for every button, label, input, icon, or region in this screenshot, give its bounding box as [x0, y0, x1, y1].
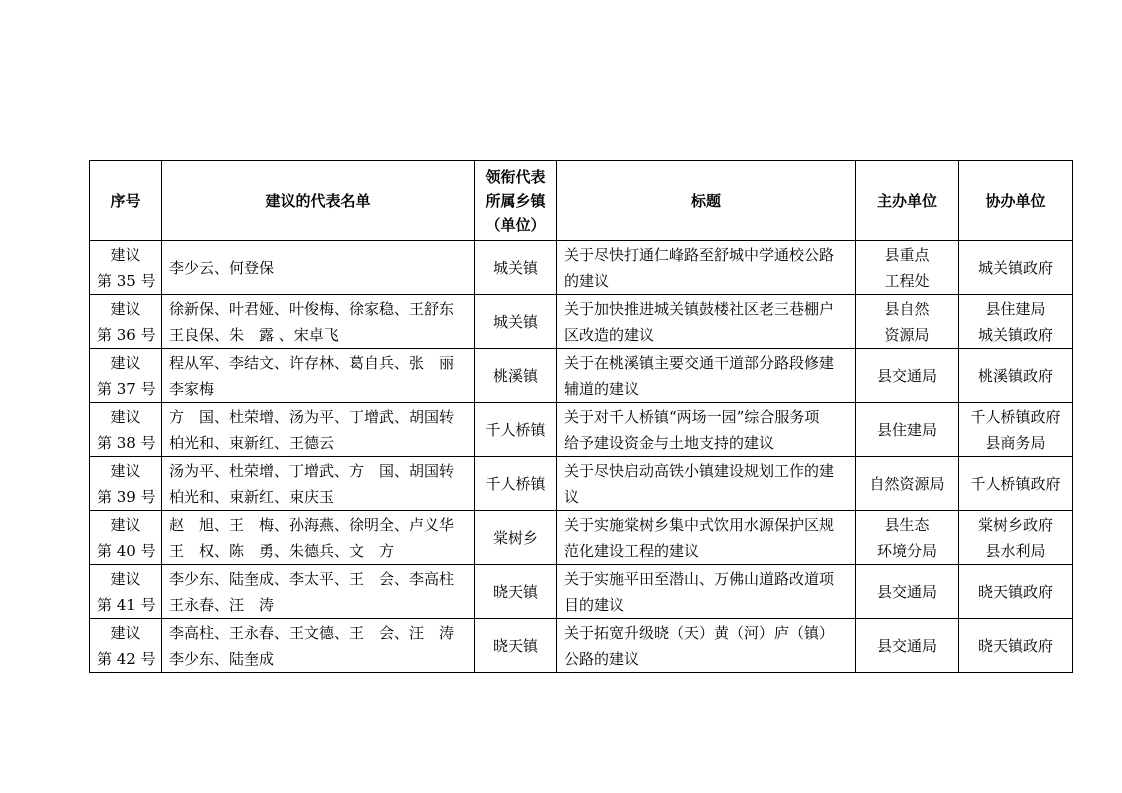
cell-assist: [959, 511, 1073, 565]
names-line1: 李少东、陆奎成、李太平、王 会、李高柱: [169, 569, 455, 588]
seq-line1: 建议: [110, 623, 141, 642]
cell-assist: [959, 241, 1073, 295]
seq-line2: 第 38 号: [97, 433, 156, 452]
town-text: 千人桥镇: [485, 474, 546, 493]
cell-seq: [90, 295, 162, 349]
cell-names: [162, 511, 475, 565]
cell-host: [856, 349, 959, 403]
table-row: [90, 457, 1073, 511]
cell-title: [557, 565, 856, 619]
host-line1: 县住建局: [876, 420, 937, 439]
names-line1: 徐新保、叶君娅、叶俊梅、徐家稳、王舒东: [169, 299, 455, 318]
cell-town: [475, 295, 557, 349]
names-line1: 李高柱、王永春、王文德、王 会、汪 涛: [169, 623, 455, 642]
table-row: [90, 349, 1073, 403]
host-line2: 资源局: [884, 325, 930, 344]
table-body: [90, 241, 1073, 673]
names-line2: 王良保、朱 露 、宋卓飞: [169, 325, 339, 344]
assist-line2: 县水利局: [985, 541, 1046, 560]
town-text: 晓天镇: [492, 636, 538, 655]
seq-line2: 第 41 号: [97, 595, 156, 614]
cell-names: [162, 403, 475, 457]
cell-assist: [959, 457, 1073, 511]
assist-line2: 县商务局: [985, 433, 1046, 452]
header-host: 主办单位: [856, 161, 959, 241]
cell-town: [475, 511, 557, 565]
cell-names: [162, 619, 475, 673]
title-line2: 议: [564, 487, 580, 506]
title-line1: 关于尽快启动高铁小镇建设规划工作的建: [564, 461, 835, 480]
cell-seq: [90, 241, 162, 295]
cell-seq: [90, 403, 162, 457]
seq-line1: 建议: [110, 353, 141, 372]
cell-seq: [90, 619, 162, 673]
header-assist: 协办单位: [959, 161, 1073, 241]
cell-town: [475, 619, 557, 673]
cell-town: [475, 565, 557, 619]
cell-host: [856, 619, 959, 673]
assist-line1: 棠树乡政府: [977, 515, 1053, 534]
cell-title: [557, 457, 856, 511]
title-line1: 关于实施棠树乡集中式饮用水源保护区规: [564, 515, 835, 534]
town-text: 晓天镇: [492, 582, 538, 601]
assist-line1: 县住建局: [985, 299, 1046, 318]
cell-town: [475, 403, 557, 457]
seq-line1: 建议: [110, 569, 141, 588]
header-title: 标题: [557, 161, 856, 241]
seq-line2: 第 36 号: [97, 325, 156, 344]
cell-title: [557, 241, 856, 295]
cell-names: [162, 295, 475, 349]
table-row: [90, 619, 1073, 673]
title-line1: 关于拓宽升级晓（天）黄（河）庐（镇）: [564, 623, 835, 642]
town-text: 桃溪镇: [492, 366, 538, 385]
header-town: [475, 161, 557, 241]
cell-seq: [90, 349, 162, 403]
title-line1: 关于实施平田至潜山、万佛山道路改道项: [564, 569, 835, 588]
cell-host: [856, 565, 959, 619]
cell-seq: [90, 457, 162, 511]
seq-line2: 第 42 号: [97, 649, 156, 668]
names-line1: 汤为平、杜荣增、丁增武、方 国、胡国转: [169, 461, 455, 480]
cell-assist: [959, 619, 1073, 673]
names-line2: 柏光和、束新红、束庆玉: [169, 487, 335, 506]
cell-town: [475, 241, 557, 295]
host-line2: 工程处: [884, 271, 930, 290]
seq-line1: 建议: [110, 461, 141, 480]
table-row: [90, 511, 1073, 565]
table-row: [90, 403, 1073, 457]
title-line1: 关于尽快打通仁峰路至舒城中学通校公路: [564, 245, 835, 264]
cell-title: [557, 295, 856, 349]
cell-assist: [959, 403, 1073, 457]
town-text: 城关镇: [492, 258, 538, 277]
table-row: [90, 241, 1073, 295]
title-line1: 关于在桃溪镇主要交通干道部分路段修建: [564, 353, 835, 372]
cell-names: [162, 349, 475, 403]
names-line2: 王永春、汪 涛: [169, 595, 275, 614]
cell-assist: [959, 565, 1073, 619]
names-line1: 程从军、李结文、许存林、葛自兵、张 丽: [169, 353, 455, 372]
assist-line1: 晓天镇政府: [977, 582, 1053, 601]
seq-line2: 第 37 号: [97, 379, 156, 398]
seq-line2: 第 40 号: [97, 541, 156, 560]
host-line1: 县自然: [884, 299, 930, 318]
names-line1: 方 国、杜荣增、汤为平、丁增武、胡国转: [169, 407, 455, 426]
cell-assist: [959, 349, 1073, 403]
cell-town: [475, 349, 557, 403]
cell-seq: [90, 511, 162, 565]
cell-seq: [90, 565, 162, 619]
host-line1: 县重点: [884, 245, 930, 264]
cell-title: [557, 511, 856, 565]
title-line1: 关于加快推进城关镇鼓楼社区老三巷棚户: [564, 299, 835, 318]
assist-line1: 桃溪镇政府: [977, 366, 1053, 385]
title-line2: 的建议: [564, 271, 610, 290]
cell-title: [557, 619, 856, 673]
names-line2: 柏光和、束新红、王德云: [169, 433, 335, 452]
cell-host: [856, 241, 959, 295]
assist-line1: 晓天镇政府: [977, 636, 1053, 655]
title-line2: 区改造的建议: [564, 325, 655, 344]
header-town-line3: （单位）: [485, 215, 546, 234]
header-names: 建议的代表名单: [162, 161, 475, 241]
assist-line1: 千人桥镇政府: [970, 474, 1061, 493]
town-text: 千人桥镇: [485, 420, 546, 439]
cell-title: [557, 349, 856, 403]
title-line2: 范化建设工程的建议: [564, 541, 700, 560]
header-town-line1: 领衔代表: [485, 167, 546, 186]
names-line2: 李少东、陆奎成: [169, 649, 275, 668]
title-line2: 公路的建议: [564, 649, 640, 668]
names-line2: 王 权、陈 勇、朱德兵、文 方: [169, 541, 395, 560]
host-line1: 县交通局: [876, 636, 937, 655]
host-line1: 自然资源局: [869, 474, 945, 493]
title-line2: 目的建议: [564, 595, 625, 614]
header-seq: 序号: [90, 161, 162, 241]
cell-host: [856, 295, 959, 349]
seq-line2: 第 35 号: [97, 271, 156, 290]
title-line2: 给予建设资金与土地支持的建议: [564, 433, 775, 452]
seq-line1: 建议: [110, 515, 141, 534]
cell-names: [162, 241, 475, 295]
host-line1: 县生态: [884, 515, 930, 534]
host-line2: 环境分局: [876, 541, 937, 560]
host-line1: 县交通局: [876, 366, 937, 385]
title-line1: 关于对千人桥镇“两场一园”综合服务项: [564, 407, 820, 426]
assist-line1: 千人桥镇政府: [970, 407, 1061, 426]
seq-line1: 建议: [110, 407, 141, 426]
cell-title: [557, 403, 856, 457]
seq-line1: 建议: [110, 245, 141, 264]
proposals-table: [89, 160, 1073, 673]
seq-line1: 建议: [110, 299, 141, 318]
names-line1: 李少云、何登保: [169, 258, 275, 277]
cell-names: [162, 457, 475, 511]
seq-line2: 第 39 号: [97, 487, 156, 506]
cell-host: [856, 457, 959, 511]
assist-line1: 城关镇政府: [977, 258, 1053, 277]
town-text: 城关镇: [492, 312, 538, 331]
header-town-line2: 所属乡镇: [485, 191, 546, 210]
host-line1: 县交通局: [876, 582, 937, 601]
names-line1: 赵 旭、王 梅、孙海燕、徐明全、卢义华: [169, 515, 455, 534]
title-line2: 辅道的建议: [564, 379, 640, 398]
table-row: [90, 295, 1073, 349]
town-text: 棠树乡: [492, 528, 538, 547]
cell-assist: [959, 295, 1073, 349]
header-row: [90, 161, 1073, 241]
cell-names: [162, 565, 475, 619]
names-line2: 李家梅: [169, 379, 215, 398]
cell-town: [475, 457, 557, 511]
cell-host: [856, 403, 959, 457]
table-row: [90, 565, 1073, 619]
assist-line2: 城关镇政府: [977, 325, 1053, 344]
cell-host: [856, 511, 959, 565]
